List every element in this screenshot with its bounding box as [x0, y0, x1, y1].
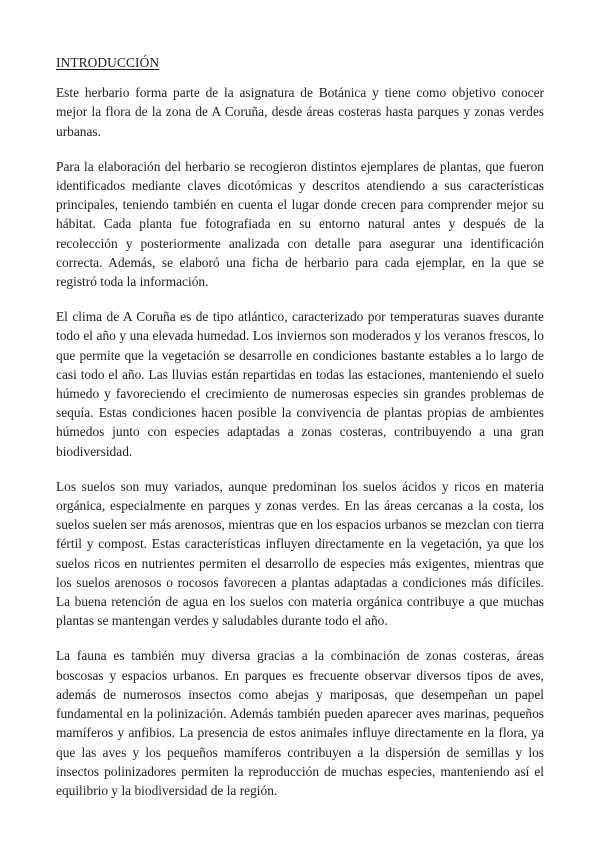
paragraph-fauna: La fauna es también muy diversa gracias a la combinación de zonas costeras, áreas boscosas y espacios urbanos. En parques es frecuente observar diversos tipos de aves, además de numerosos insectos como abejas y mariposas, que desempeñan un papel fundamental en la polinización. Además también pueden aparecer aves marinas, pequeños mamíferos y anfibios. La presencia de estos animales influye directamente en la flora, ya que las aves y los pequeños mamíferos contribuyen a la dispersión de semillas y los insectos polinizadores permiten la reproducción de muchas especies, manteniendo así el equilibrio y la biodiversidad de la región.: [56, 648, 544, 798]
paragraph-intro: Este herbario forma parte de la asignatura de Botánica y tiene como objetivo conocer mejor la flora de la zona de A Coruña, desde áreas costeras hasta parques y zonas verdes urbanas.: [56, 85, 544, 139]
paragraph-soils: Los suelos son muy variados, aunque predominan los suelos ácidos y ricos en materia orgánica, especialmente en parques y zonas verdes. En las áreas cercanas a la costa, los suelos suelen ser más arenosos, mientras que en los espacios urbanos se mezclan con tierra fértil y compost. Estas características influyen directamente en la vegetación, ya que los suelos ricos en nutrientes permiten el desarrollo de especies más exigentes, mientras que los suelos arenosos o rocosos favorecen a plantas adaptadas a condiciones más difíciles. La buena retención de agua en los suelos con materia orgánica contribuye a que muchas plantas se mantengan verdes y saludables durante todo el año.: [56, 478, 544, 629]
section-heading: INTRODUCCIÓN: [56, 55, 160, 70]
paragraph-climate: El clima de A Coruña es de tipo atlántico, caracterizado por temperaturas suaves durante todo el año y una elevada humedad. Los inviernos son moderados y los veranos frescos, lo que permite que la vegetación se desarrolle en condiciones bastante estables a lo largo de casi todo el año. Las lluvias están repartidas en todas las estaciones, manteniendo el suelo húmedo y favoreciendo el crecimiento de numerosas especies sin grandes problemas de sequía. Estas condiciones hacen posible la convivencia de plantas propias de ambientes húmedos junto con especies adaptadas a zonas costeras, contribuyendo a una gran biodiversidad.: [56, 309, 544, 459]
paragraph-methodology: Para la elaboración del herbario se recogieron distintos ejemplares de plantas, que fueron identificados mediante claves dicotómicas y descritos atendiendo a sus características principales, teniendo también en cuenta el lugar donde crecen para comprender mejor su hábitat. Cada planta fue fotografiada en su entorno natural antes y después de la recolección y posteriormente analizada con detalle para asegurar una identificación correcta. Además, se elaboró una ficha de herbario para cada ejemplar, en la que se registró toda la información.: [56, 158, 544, 290]
document-body: [56, 53, 544, 816]
